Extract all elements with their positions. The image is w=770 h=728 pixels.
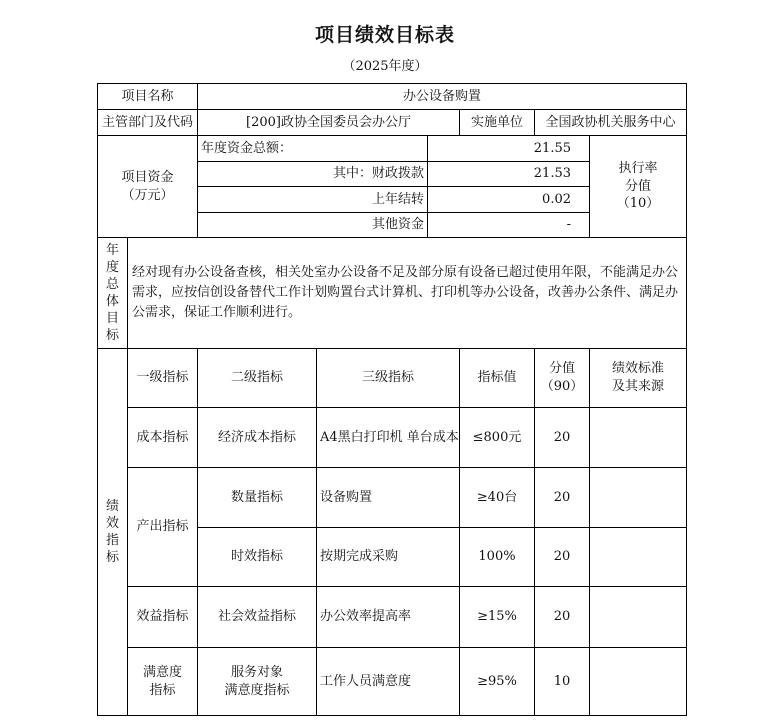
header-standard-line1: 绩效标准 bbox=[611, 361, 664, 377]
indicators-label-char: 指 bbox=[105, 533, 119, 548]
header-level2: 二级指标 bbox=[197, 348, 317, 408]
goal-label-char: 总 bbox=[105, 276, 119, 292]
output-quantity-level2: 数量指标 bbox=[197, 467, 317, 528]
goal-label-char: 体 bbox=[105, 294, 119, 309]
satisfaction-level1-line1: 满意度 bbox=[142, 664, 182, 680]
funds-carryover-label: 上年结转 bbox=[197, 186, 428, 213]
goal-label-char: 年 bbox=[105, 242, 119, 258]
cost-standard bbox=[589, 407, 687, 468]
funds-fiscal-label: 其中：财政拨款 bbox=[197, 161, 428, 187]
output-quantity-level3: 设备购置 bbox=[316, 467, 460, 528]
exec-line1: 执行率 bbox=[618, 161, 658, 177]
funds-total-label: 年度资金总额： bbox=[197, 135, 428, 162]
benefit-standard bbox=[589, 586, 687, 648]
output-quantity-target: ≥40台 bbox=[459, 467, 535, 528]
project-name-label: 项目名称 bbox=[97, 83, 198, 110]
satisfaction-level1-line2: 指标 bbox=[149, 682, 176, 698]
goal-label-char: 标 bbox=[105, 328, 119, 344]
goal-label-char: 度 bbox=[105, 259, 119, 275]
header-score-line1: 分值 bbox=[548, 361, 575, 377]
funds-carryover-value: 0.02 bbox=[427, 186, 590, 213]
output-timeliness-level2: 时效指标 bbox=[197, 527, 317, 587]
satisfaction-standard bbox=[589, 647, 687, 716]
satisfaction-level3: 工作人员满意度 bbox=[316, 647, 460, 716]
indicators-label bbox=[97, 348, 128, 716]
cost-level2: 经济成本指标 bbox=[197, 407, 317, 468]
project-name-value: 办公设备购置 bbox=[197, 83, 687, 110]
page-subtitle: （2025年度） bbox=[342, 59, 428, 74]
benefit-level3: 办公效率提高率 bbox=[316, 586, 460, 648]
header-target: 指标值 bbox=[459, 348, 535, 408]
exec-rate-score bbox=[589, 135, 687, 238]
dept-label: 主管部门及代码 bbox=[97, 109, 198, 136]
satisfaction-target: ≥95% bbox=[459, 647, 535, 716]
funds-other-value: - bbox=[427, 212, 590, 238]
satisfaction-level2-line1: 服务对象 bbox=[230, 664, 283, 680]
unit-label: 实施单位 bbox=[459, 109, 535, 136]
goal-label bbox=[97, 237, 128, 349]
benefit-level1: 效益指标 bbox=[127, 586, 198, 648]
unit-value: 全国政协机关服务中心 bbox=[534, 109, 687, 136]
cost-score: 20 bbox=[534, 407, 590, 468]
cost-level1: 成本指标 bbox=[127, 407, 198, 468]
funds-label-line1: 项目资金 bbox=[121, 169, 174, 185]
indicators-label-char: 效 bbox=[105, 515, 119, 531]
header-level3: 三级指标 bbox=[316, 348, 460, 408]
satisfaction-level2 bbox=[197, 647, 317, 716]
satisfaction-level2-line2: 满意度指标 bbox=[224, 682, 290, 698]
benefit-score: 20 bbox=[534, 586, 590, 648]
cost-target: ≤800元 bbox=[459, 407, 535, 468]
satisfaction-level1 bbox=[127, 647, 198, 716]
output-timeliness-target: 100% bbox=[459, 527, 535, 587]
benefit-level2: 社会效益指标 bbox=[197, 586, 317, 648]
satisfaction-score: 10 bbox=[534, 647, 590, 716]
page-title: 项目绩效目标表 bbox=[314, 24, 455, 46]
benefit-target: ≥15% bbox=[459, 586, 535, 648]
output-quantity-score: 20 bbox=[534, 467, 590, 528]
funds-label bbox=[97, 135, 198, 238]
header-score-line2: （90） bbox=[540, 379, 584, 394]
output-timeliness-level3: 按期完成采购 bbox=[316, 527, 460, 587]
output-quantity-standard bbox=[589, 467, 687, 528]
cost-level3: A4黑白打印机 单台成本 bbox=[316, 407, 460, 468]
goal-text: 经对现有办公设备查核，相关处室办公设备不足及部分原有设备已超过使用年限，不能满足办公需求，应按信创设备替代工作计划购置台式计算机、打印机等办公设备，改善办公条件、满足办公需求，保证工作顺利进行。 bbox=[127, 237, 687, 349]
output-timeliness-score: 20 bbox=[534, 527, 590, 587]
funds-other-label: 其他资金 bbox=[197, 212, 428, 238]
output-level1: 产出指标 bbox=[127, 467, 198, 587]
header-standard-line2: 及其来源 bbox=[611, 379, 664, 394]
indicators-label-char: 标 bbox=[105, 550, 119, 566]
output-timeliness-standard bbox=[589, 527, 687, 587]
exec-line2: 分值 bbox=[624, 178, 651, 194]
dept-value: [200]政协全国委员会办公厅 bbox=[197, 109, 460, 136]
header-standard bbox=[589, 348, 687, 408]
exec-line3: （10） bbox=[616, 196, 660, 212]
header-level1: 一级指标 bbox=[127, 348, 198, 408]
funds-total-value: 21.55 bbox=[427, 135, 590, 162]
goal-label-char: 目 bbox=[105, 311, 119, 327]
funds-fiscal-value: 21.53 bbox=[427, 161, 590, 187]
indicators-label-char: 绩 bbox=[105, 498, 119, 514]
funds-label-line2: （万元） bbox=[121, 187, 174, 203]
header-score bbox=[534, 348, 590, 408]
